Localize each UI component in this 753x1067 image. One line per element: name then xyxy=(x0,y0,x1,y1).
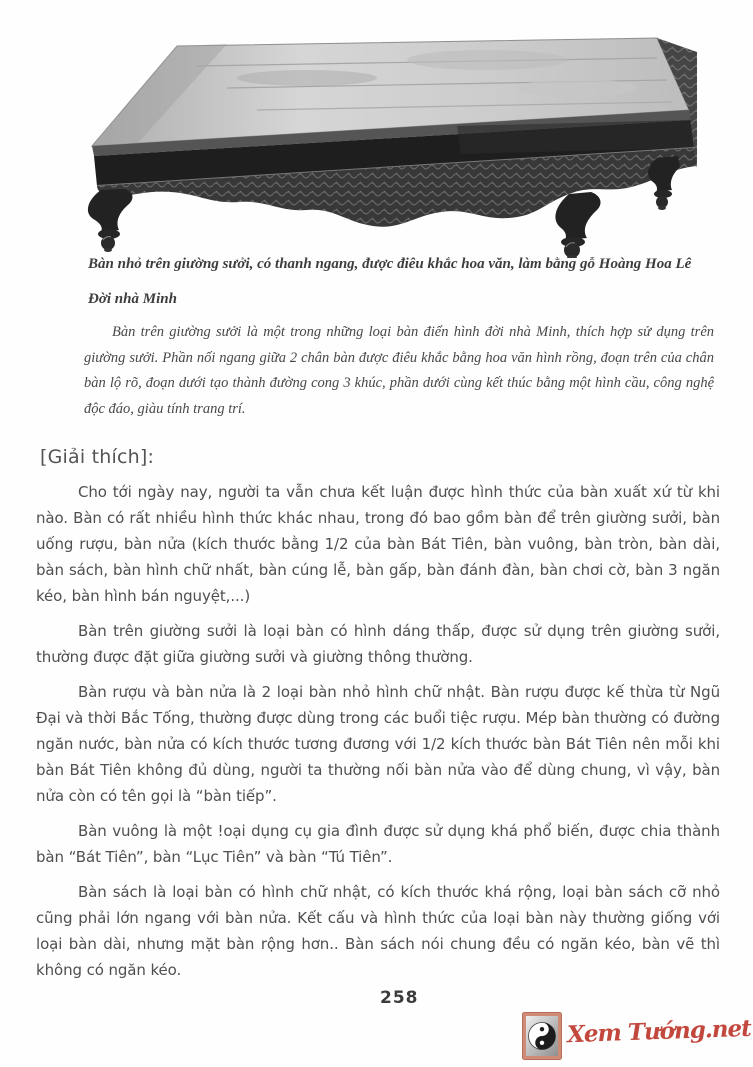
paragraph-4: Bàn vuông là một !oại dụng cụ gia đình được sử dụng khá phổ biến, được chia thành bàn “Bát Tiên”, bàn “Lục Tiên” và bàn “Tú Tiên”. xyxy=(36,822,720,866)
page-number: 258 xyxy=(380,988,419,1008)
explain-label: [Giải thích]: xyxy=(40,446,155,468)
photo-caption xyxy=(88,254,718,309)
photo-caption-line2: Đời nhà Minh xyxy=(88,291,177,307)
paragraph-3: Bàn rượu và bàn nửa là 2 loại bàn nhỏ hình chữ nhật. Bàn rượu được kế thừa từ Ngũ Đại và thời Bắc Tống, thường được dùng trong các buổi tiệc rượu. Mép bàn thường có đường ngăn nước, bàn nửa có kích thước tương đương với 1/2 kích thước bàn Bát Tiên nên mỗi khi bàn Bát Tiên không đủ dùng, người ta thường nối bàn nửa vào để dùng chung, vì vậy, bàn nửa còn có tên gọi là “bàn tiếp”. xyxy=(36,683,720,805)
body-text xyxy=(36,479,720,992)
yin-yang-icon xyxy=(522,1012,562,1060)
watermark xyxy=(522,1012,751,1060)
paragraph-5: Bàn sách là loại bàn có hình chữ nhật, có kích thước khá rộng, loại bàn sách cỡ nhỏ cũng phải lớn ngang với bàn nửa. Kết cấu và hình thức của loại bàn này thường giống với loại bàn dài, nhưng mặt bàn rộng hơn.. Bàn sách nói chung đều có ngăn kéo, bàn vẽ thì không có ngăn kéo. xyxy=(36,883,720,979)
photo-caption-line1: Bàn nhỏ trên giường sưởi, có thanh ngang, được điêu khắc hoa văn, làm bằng gỗ Hoàng Hoa Lê xyxy=(88,256,692,272)
paragraph-2: Bàn trên giường sưởi là loại bàn có hình dáng thấp, được sử dụng trên giường sưởi, thường được đặt giữa giường sưởi và giường thông thường. xyxy=(36,622,720,666)
paragraph-1: Cho tới ngày nay, người ta vẫn chưa kết luận được hình thức của bàn xuất xứ từ khi nào. Bàn có rất nhiều hình thức khác nhau, trong đó bao gồm bàn để trên giường sưởi, bàn uống rượu, bàn nửa (kích thước bằng 1/2 của bàn Bát Tiên, bàn vuông, bàn tròn, bàn dài, bàn sách, bàn hình chữ nhất, bàn cúng lễ, bàn gấp, bàn đánh đàn, bàn chơi cờ, bàn 3 ngăn kéo, bàn hình bán nguyệt,...) xyxy=(36,483,720,605)
watermark-text: Xem Tướng.net xyxy=(566,1014,752,1049)
photo-description-paragraph: Bàn trên giường sưởi là một trong những loại bàn điển hình đời nhà Minh, thích hợp sử dụng trên giường sưởi. Phần nối ngang giữa 2 chân bàn được điêu khắc bằng hoa văn hình rồng, đoạn trên của chân bàn lộ rõ, đoạn dưới tạo thành đường cong 3 khúc, phần dưới cùng kết thúc bằng một hình cầu, công nghệ độc đáo, giàu tính trang trí. xyxy=(84,324,714,417)
table-photo xyxy=(57,18,697,258)
